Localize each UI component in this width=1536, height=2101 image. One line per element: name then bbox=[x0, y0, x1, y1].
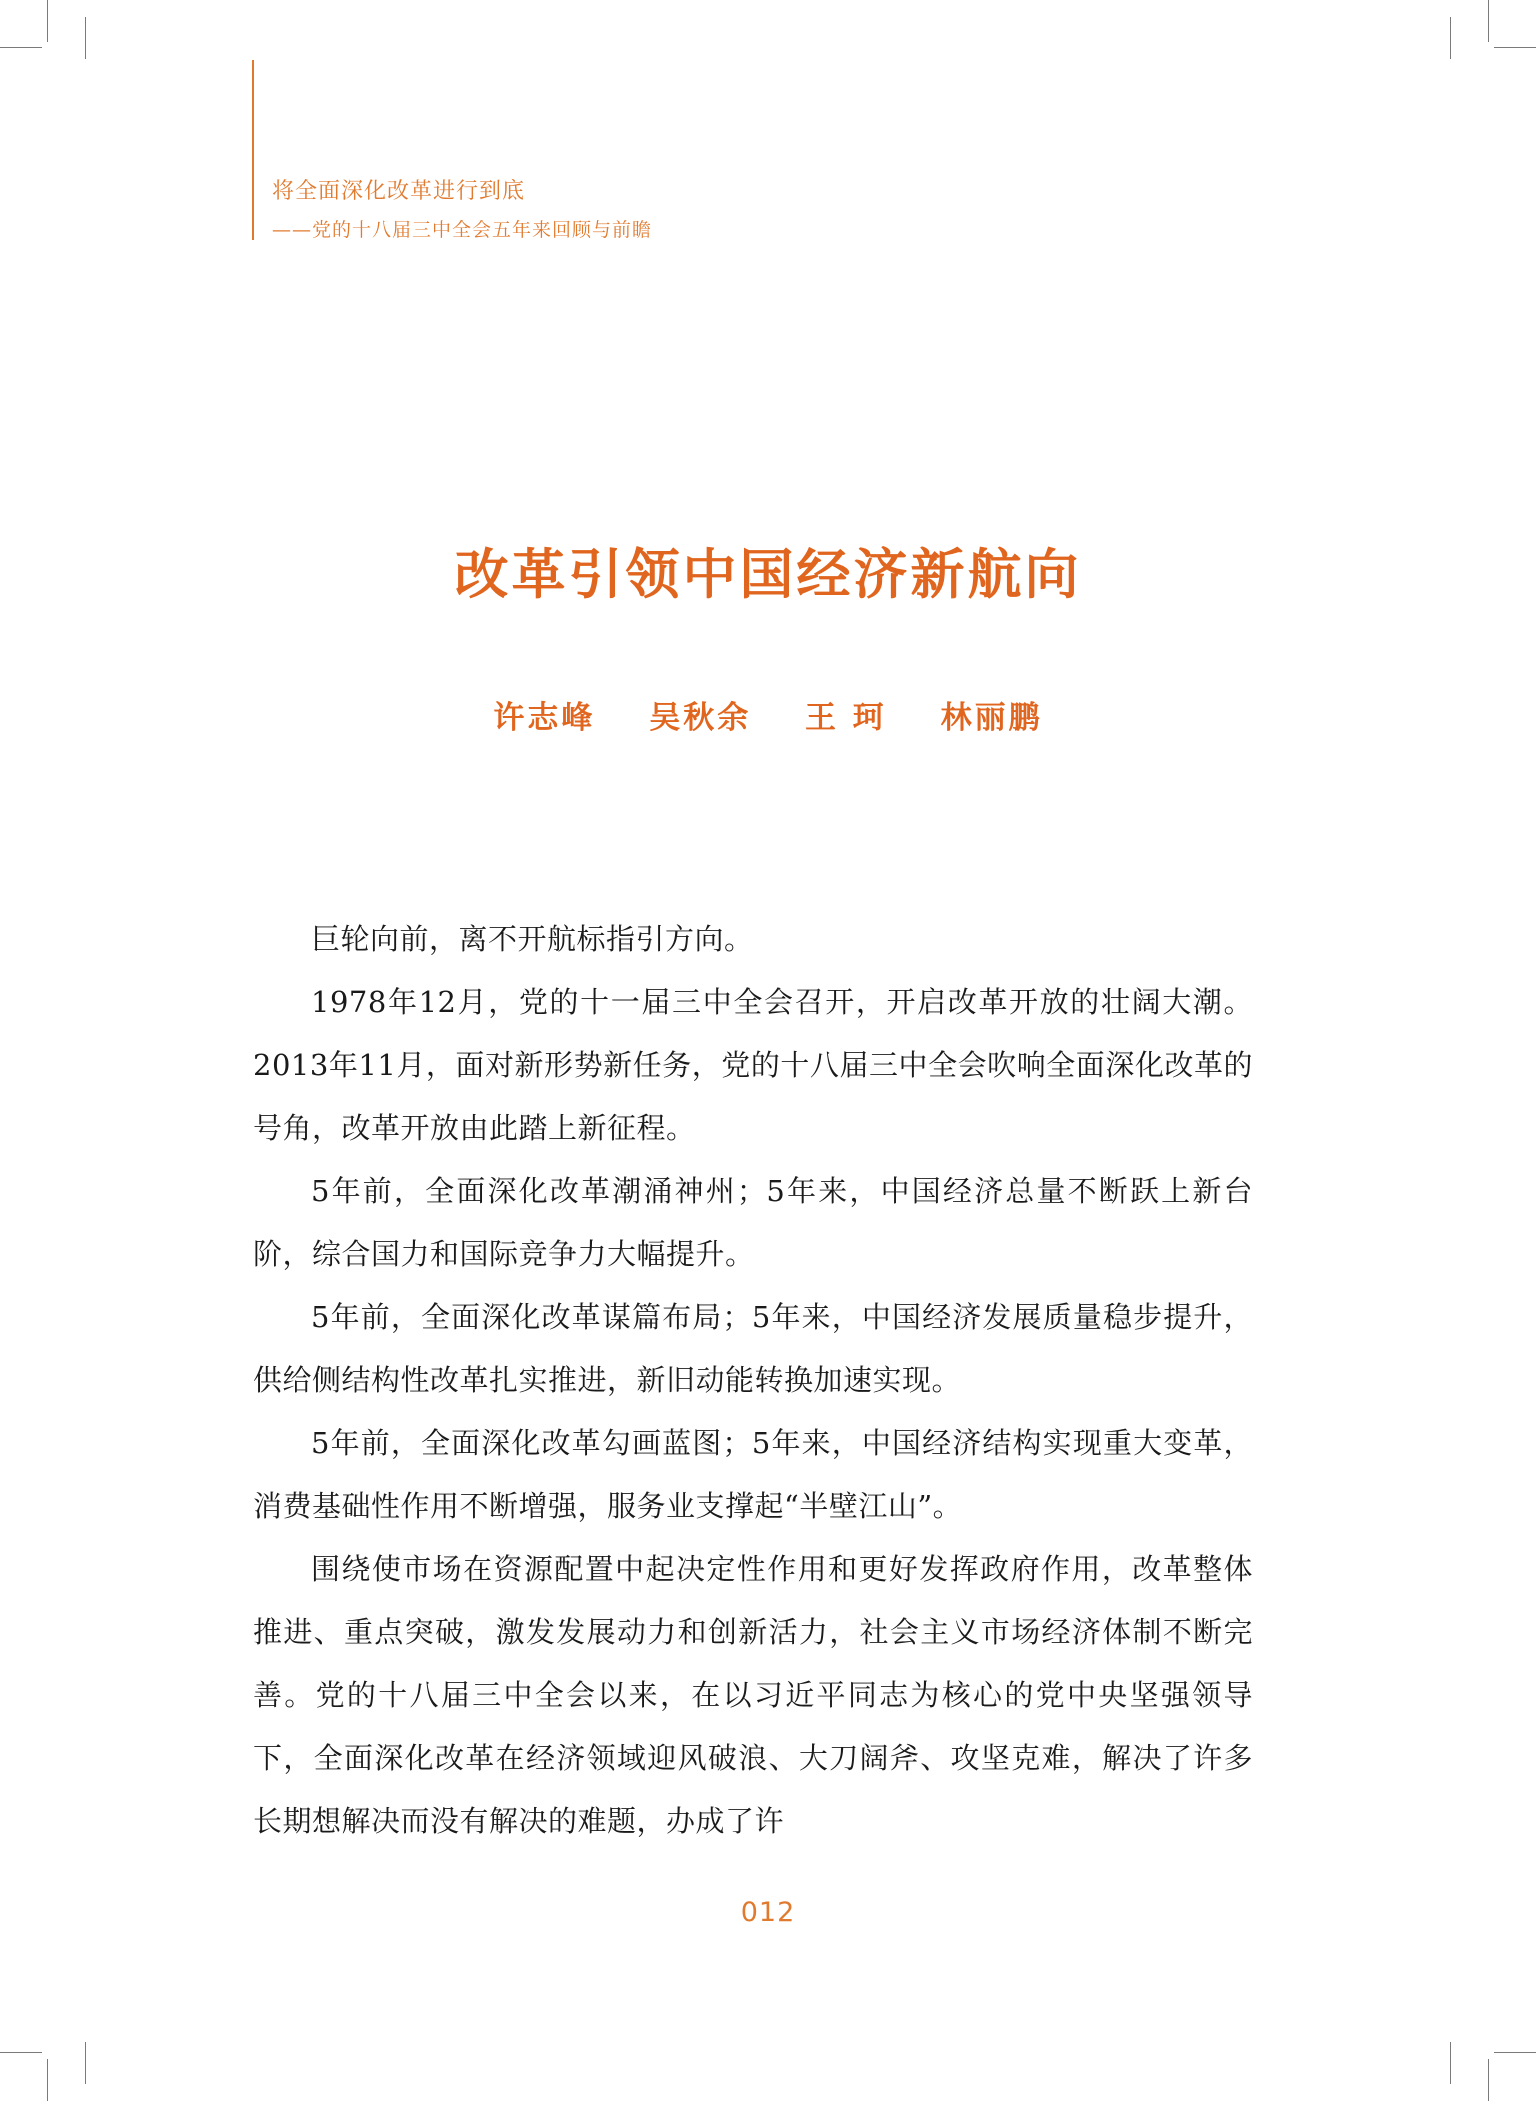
running-head-subtitle: ——党的十八届三中全会五年来回顾与前瞻 bbox=[272, 219, 653, 241]
crop-mark bbox=[47, 2059, 48, 2101]
crop-mark bbox=[0, 2052, 42, 2053]
crop-mark bbox=[47, 0, 48, 42]
page-number: 012 bbox=[740, 1897, 796, 1928]
body-paragraph: 5年前，全面深化改革潮涌神州；5年来，中国经济总量不断跃上新台阶，综合国力和国际竞争力大幅提升。 bbox=[253, 1174, 1253, 1271]
author-name: 吴秋余 bbox=[649, 700, 752, 736]
crop-mark bbox=[1450, 17, 1451, 59]
running-head-title: 将全面深化改革进行到底 bbox=[272, 179, 526, 204]
crop-mark bbox=[1450, 2042, 1451, 2084]
crop-mark bbox=[1488, 0, 1489, 42]
crop-mark bbox=[85, 2042, 86, 2084]
body-paragraph: 巨轮向前，离不开航标指引方向。 bbox=[311, 922, 754, 956]
author-name: 王 珂 bbox=[805, 700, 887, 736]
body-paragraph: 5年前，全面深化改革勾画蓝图；5年来，中国经济结构实现重大变革，消费基础性作用不断增强，服务业支撑起“半壁江山”。 bbox=[253, 1426, 1253, 1523]
article-authors bbox=[0, 692, 1536, 737]
body-paragraph: 1978年12月，党的十一届三中全会召开，开启改革开放的壮阔大潮。2013年11月，面对新形势新任务，党的十八届三中全会吹响全面深化改革的号角，改革开放由此踏上新征程。 bbox=[253, 985, 1253, 1145]
author-name: 林丽鹏 bbox=[940, 700, 1043, 736]
article-body bbox=[253, 908, 1253, 1853]
crop-mark bbox=[1488, 2059, 1489, 2101]
crop-mark bbox=[1494, 2052, 1536, 2053]
crop-mark bbox=[85, 17, 86, 59]
running-head bbox=[252, 60, 653, 241]
body-paragraph: 围绕使市场在资源配置中起决定性作用和更好发挥政府作用，改革整体推进、重点突破，激发发展动力和创新活力，社会主义市场经济体制不断完善。党的十八届三中全会以来，在以习近平同志为核心的党中央坚强领导下，全面深化改革在经济领域迎风破浪、大刀阔斧、攻坚克难，解决了许多长期想解决而没有解决的难题，办成了许 bbox=[253, 1552, 1253, 1838]
crop-mark bbox=[0, 47, 42, 48]
article-title: 改革引领中国经济新航向 bbox=[454, 542, 1082, 606]
author-name: 许志峰 bbox=[493, 700, 596, 736]
crop-mark bbox=[1494, 47, 1536, 48]
body-paragraph: 5年前，全面深化改革谋篇布局；5年来，中国经济发展质量稳步提升，供给侧结构性改革扎实推进，新旧动能转换加速实现。 bbox=[253, 1300, 1253, 1397]
